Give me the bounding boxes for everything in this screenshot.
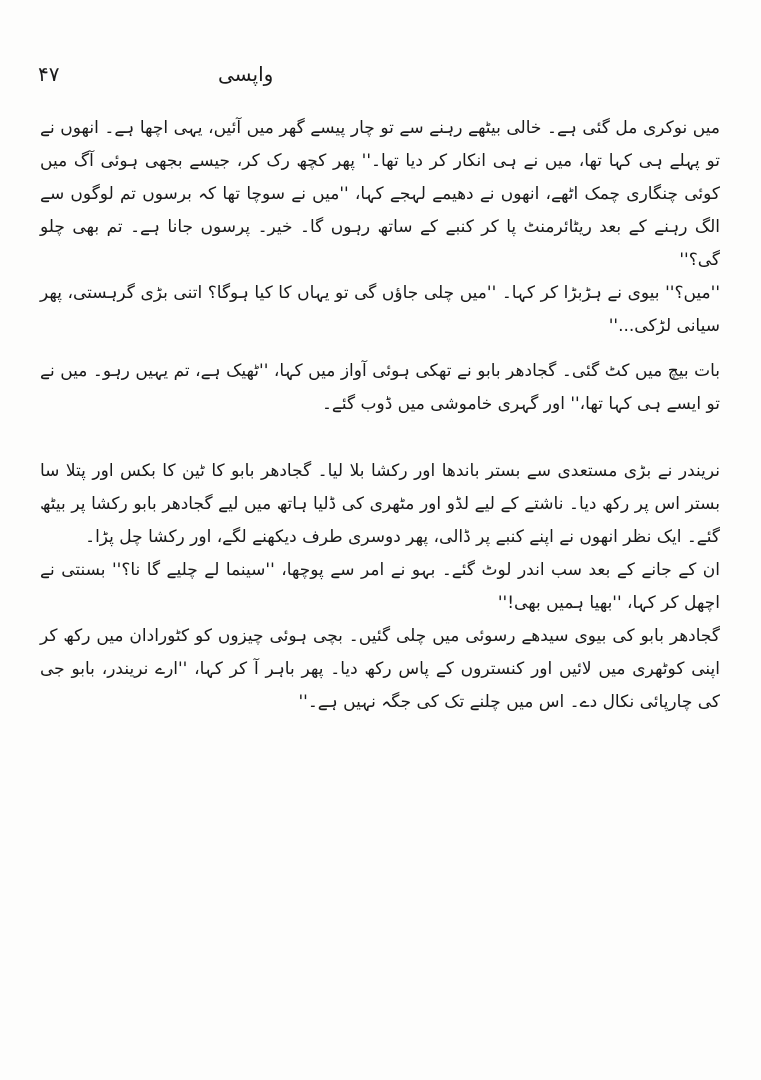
paragraph: ''میں؟'' بیوی نے ہڑبڑا کر کہا۔ ''میں چلی جاؤں گی تو یہاں کا کیا ہوگا؟ اتنی بڑی گرہستی، پھر سیانی لڑکی...'' xyxy=(40,283,720,336)
section-gap xyxy=(40,421,720,455)
body-text xyxy=(40,112,720,719)
paragraph: نریندر نے بڑی مستعدی سے بستر باندھا اور رکشا بلا لیا۔ گجادھر بابو کا ٹین کا بکس اور پتلا سا بستر اس پر رکھ دیا۔ ناشتے کے لیے لڈو اور مٹھری کی ڈلیا ہاتھ میں لیے گجادھر بابو رکشا پر بیٹھ گئے۔ ایک نظر انھوں نے اپنے کنبے پر ڈالی، پھر دوسری طرف دیکھنے لگے، اور رکشا چل پڑا۔ xyxy=(40,461,720,547)
paragraph-gap xyxy=(40,343,720,355)
page-number: ۴۷ xyxy=(38,62,60,86)
paragraph: ان کے جانے کے بعد سب اندر لوٹ گئے۔ بہو نے امر سے پوچھا، ''سینما لے چلیے گا نا؟'' بسنتی نے اچھل کر کہا، ''بھیا ہمیں بھی!'' xyxy=(40,560,720,613)
paragraph: بات بیچ میں کٹ گئی۔ گجادھر بابو نے تھکی ہوئی آواز میں کہا، ''ٹھیک ہے، تم یہیں رہو۔ میں نے تو ایسے ہی کہا تھا،'' اور گہری خاموشی میں ڈوب گئے۔ xyxy=(40,361,720,414)
page-header xyxy=(38,62,338,92)
paragraph: میں نوکری مل گئی ہے۔ خالی بیٹھے رہنے سے تو چار پیسے گھر میں آئیں، یہی اچھا ہے۔ انھوں نے تو پہلے ہی کہا تھا، میں نے ہی انکار کر دیا تھا۔'' پھر کچھ رک کر، جیسے بجھی ہوئی آگ میں کوئی چنگاری چمک اٹھے، انھوں نے دھیمے لہجے کہا، ''میں نے سوچا تھا کہ برسوں تم لوگوں سے الگ رہنے کے بعد ریٹائرمنٹ پا کر کنبے کے ساتھ رہوں گا۔ خیر۔ پرسوں جانا ہے۔ تم بھی چلو گی؟'' xyxy=(40,118,720,270)
paragraph: گجادھر بابو کی بیوی سیدھے رسوئی میں چلی گئیں۔ بچی ہوئی چیزوں کو کٹورادان میں رکھ کر اپنی کوٹھری میں لائیں اور کنستروں کے پاس رکھ دیا۔ پھر باہر آ کر کہا، ''ارے نریندر، بابو جی کی چارپائی نکال دے۔ اس میں چلنے تک کی جگہ نہیں ہے۔'' xyxy=(40,626,720,712)
running-title: واپسی xyxy=(218,62,274,86)
